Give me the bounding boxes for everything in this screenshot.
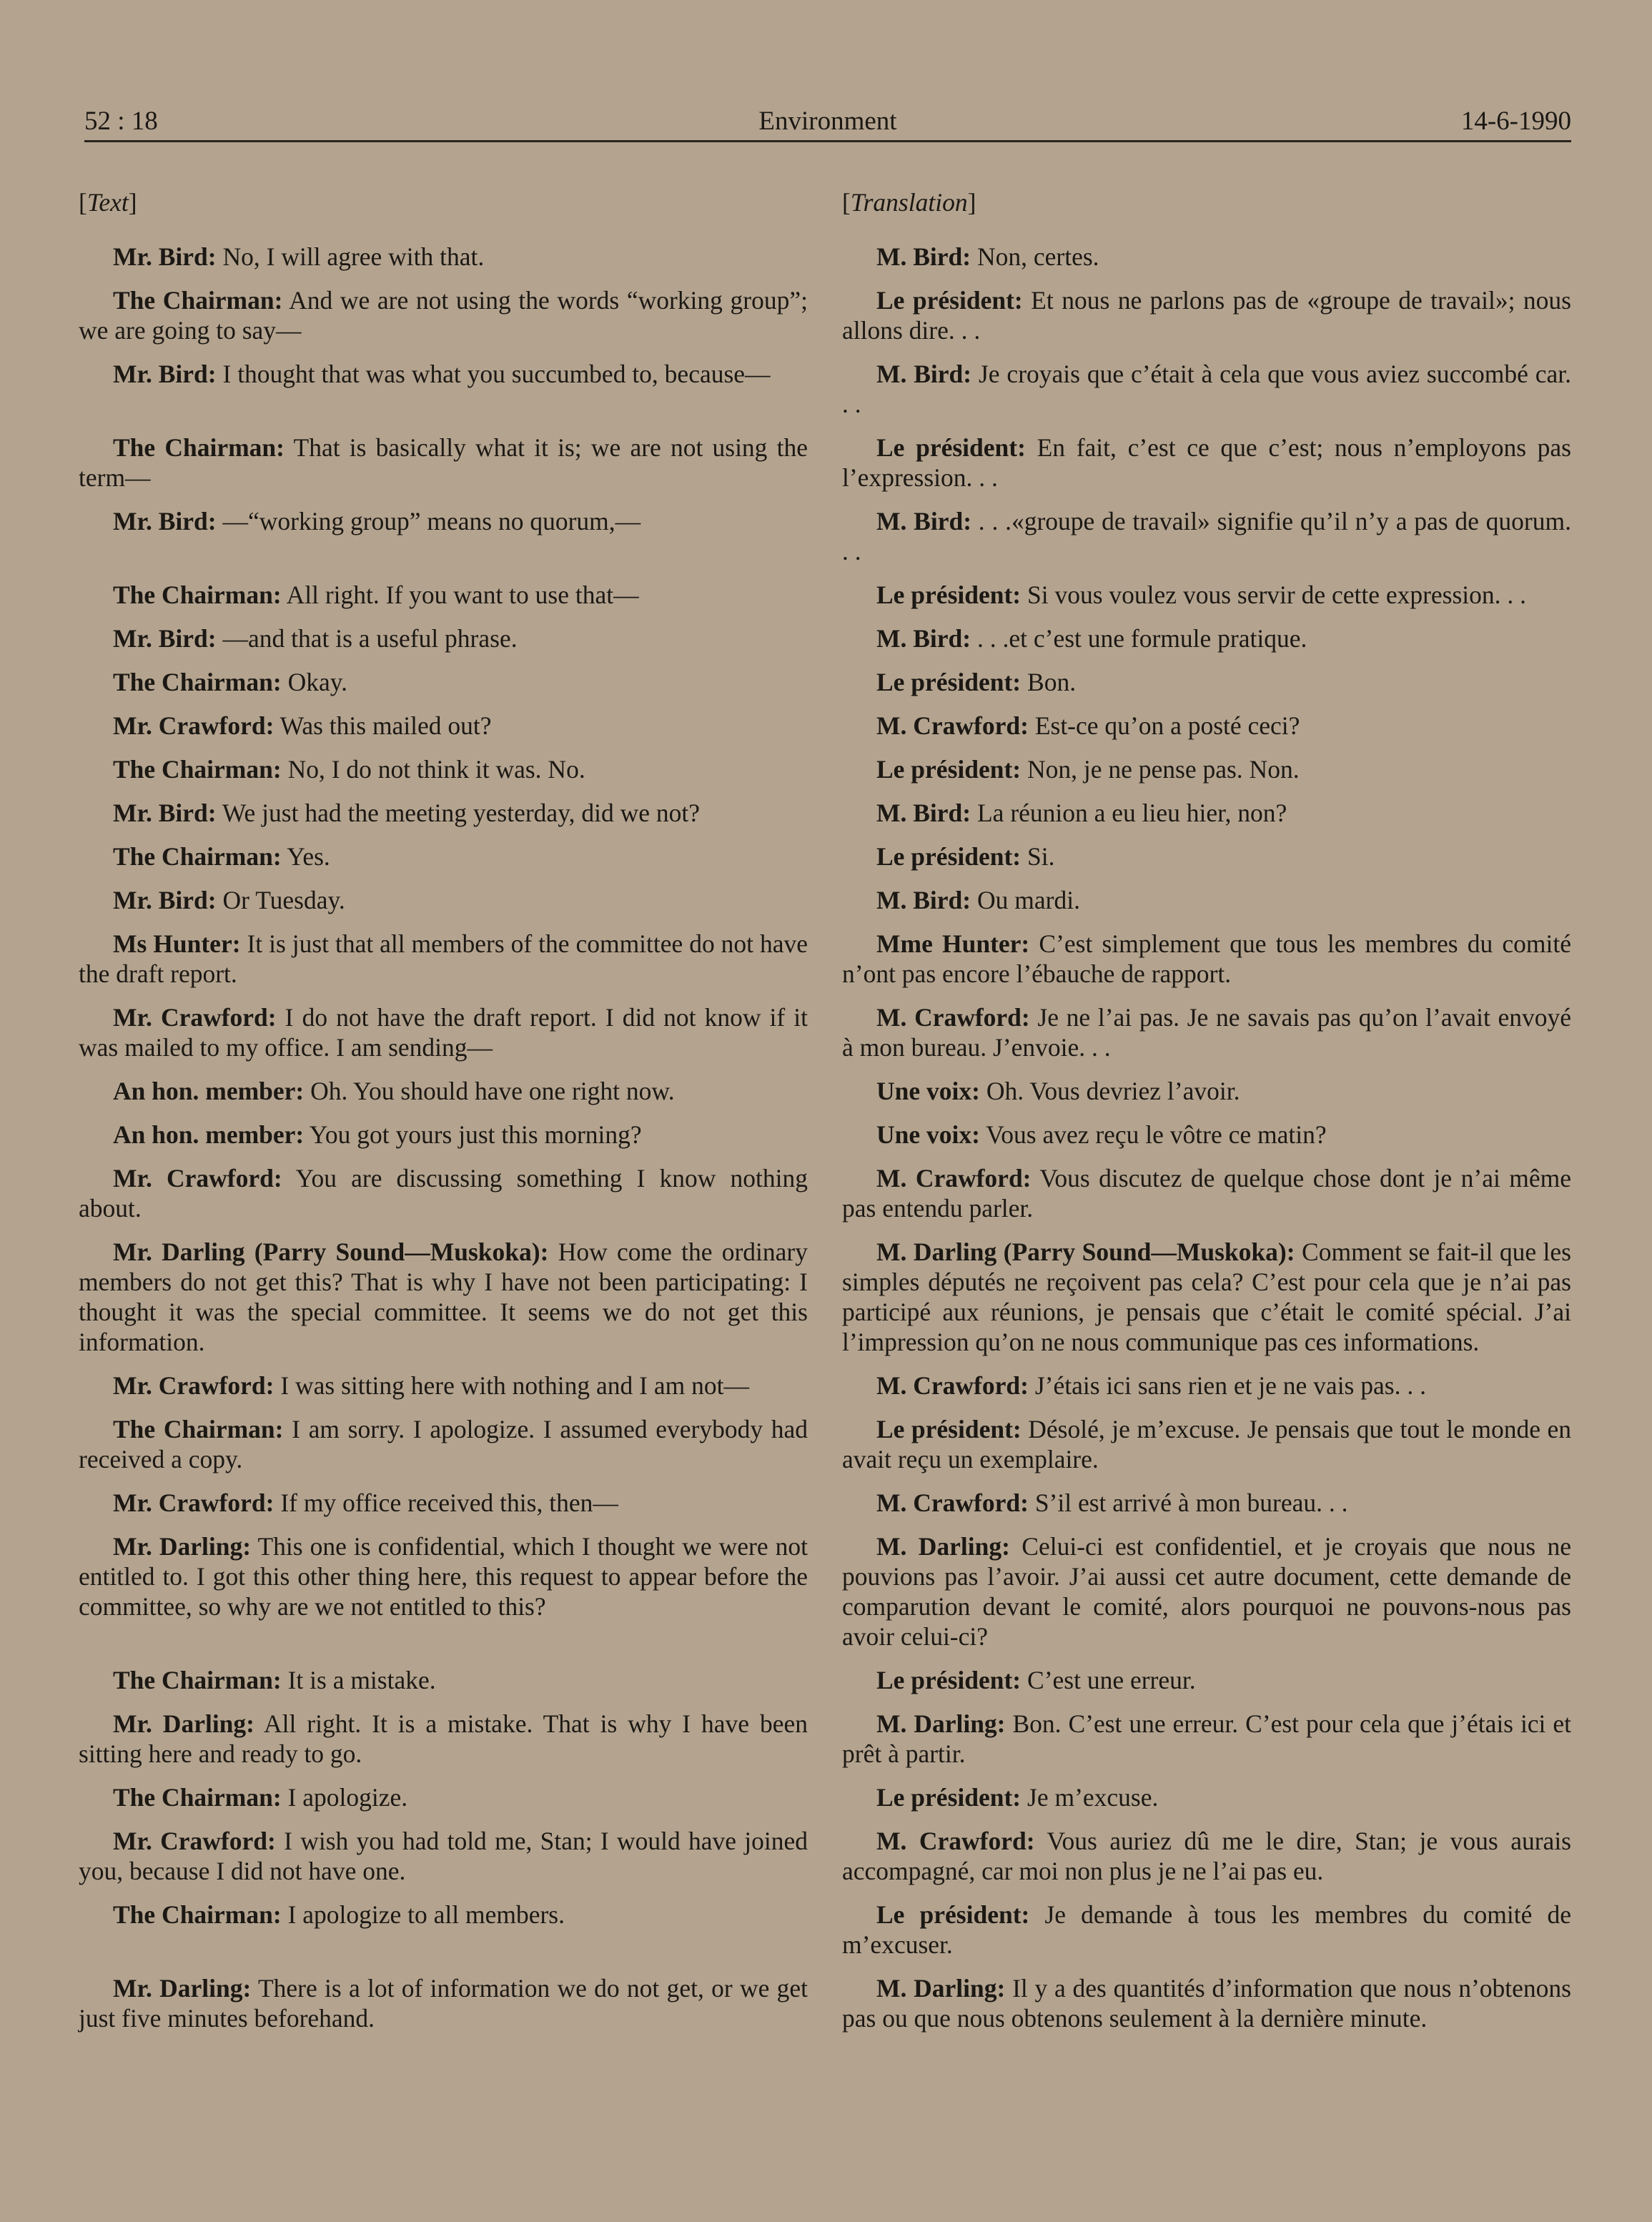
french-paragraph (842, 841, 1571, 871)
speaker-name: The Chairman: (113, 842, 282, 871)
speaker-name: Mr. Bird: (113, 360, 217, 388)
speaker-name: M. Bird: (876, 886, 971, 914)
speaker-name: M. Crawford: (876, 711, 1029, 740)
speaker-name: Le président: (876, 1415, 1022, 1443)
speaker-name: Le président: (876, 842, 1022, 871)
speech-text: I was sitting here with nothing and I am not— (274, 1371, 749, 1400)
speech-text: Bon. (1021, 668, 1077, 696)
french-paragraph (842, 1488, 1571, 1518)
speech-text: —“working group” means no quorum,— (216, 507, 641, 535)
french-paragraph (842, 1414, 1571, 1474)
english-paragraph (79, 580, 808, 610)
text-tag-label: Text (86, 188, 129, 217)
speech-text: This one is confidential, which I thought we were not entitled to. I got this other thing here, this request to appear before the committee, so why are we not entitled to this? (79, 1532, 808, 1621)
speaker-name: M. Darling: (876, 1974, 1006, 2003)
english-paragraph (79, 1120, 808, 1150)
speech-text: C’est une erreur. (1021, 1666, 1196, 1694)
speech-text: Vous discutez de quelque chose dont je n’ai même pas entendu parler. (842, 1164, 1571, 1223)
speech-text: —and that is a useful phrase. (216, 624, 518, 653)
french-paragraph (842, 798, 1571, 828)
speech-text: There is a lot of information we do not get, or we get just five minutes beforehand. (79, 1974, 808, 2033)
english-paragraph (79, 242, 808, 272)
speaker-name: Mr. Crawford: (113, 1488, 274, 1517)
page-header (84, 100, 1571, 142)
speech-text: Yes. (281, 842, 330, 871)
english-paragraph (79, 433, 808, 493)
speaker-name: The Chairman: (113, 668, 282, 696)
french-paragraph (842, 1371, 1571, 1401)
speaker-name: Ms Hunter: (113, 929, 241, 958)
speaker-name: Le président: (876, 755, 1022, 784)
speaker-name: The Chairman: (113, 1783, 282, 1812)
speaker-name: M. Bird: (876, 624, 971, 653)
translation-tag: [Translation] (842, 188, 976, 217)
speech-text: La réunion a eu lieu hier, non? (971, 799, 1287, 827)
french-column (842, 187, 1571, 2047)
speaker-name: The Chairman: (113, 1415, 284, 1443)
speaker-name: M. Darling: (876, 1532, 1010, 1561)
speaker-name: Mr. Crawford: (113, 1827, 276, 1855)
english-paragraph (79, 1002, 808, 1062)
speaker-name: M. Bird: (876, 799, 971, 827)
speaker-name: Mr. Bird: (113, 886, 217, 914)
speech-text: . . .et c’est une formule pratique. (971, 624, 1307, 653)
speaker-name: Mr. Crawford: (113, 1371, 274, 1400)
speaker-name: Mr. Darling (Parry Sound—Muskoka): (113, 1238, 549, 1266)
french-paragraph (842, 1076, 1571, 1106)
speaker-name: The Chairman: (113, 286, 283, 315)
speech-text: C’est simplement que tous les membres du comité n’ont pas encore l’ébauche de rapport. (842, 929, 1571, 988)
speaker-name: Mr. Darling: (113, 1974, 252, 2003)
english-paragraph (79, 1900, 808, 1930)
speech-text: Si vous voulez vous servir de cette expression. . . (1021, 581, 1527, 609)
speech-text: Il y a des quantités d’information que nous n’obtenons pas ou que nous obtenons seulement à la dernière minute. (842, 1974, 1571, 2033)
speech-text: Je m’excuse. (1021, 1783, 1159, 1812)
speaker-name: Le président: (876, 433, 1026, 462)
speaker-name: The Chairman: (113, 755, 282, 784)
english-paragraph (79, 711, 808, 741)
french-paragraph (842, 623, 1571, 653)
speaker-name: Mr. Crawford: (113, 1164, 282, 1193)
speech-text: Vous avez reçu le vôtre ce matin? (979, 1120, 1327, 1149)
speech-text: If my office received this, then— (274, 1488, 618, 1517)
speech-text: Non, certes. (971, 242, 1099, 271)
speaker-name: Le président: (876, 668, 1022, 696)
speech-text: Non, je ne pense pas. Non. (1021, 755, 1300, 784)
speaker-name: M. Bird: (876, 360, 972, 388)
speaker-name: Mr. Bird: (113, 799, 217, 827)
text-tag: [Text] (79, 188, 137, 217)
speaker-name: Le président: (876, 1900, 1030, 1929)
speaker-name: The Chairman: (113, 1900, 282, 1929)
speech-text: Si. (1021, 842, 1055, 871)
speaker-name: M. Bird: (876, 242, 971, 271)
speech-text: All right. It is a mistake. That is why I have been sitting here and ready to go. (79, 1709, 808, 1768)
speaker-name: Le président: (876, 1783, 1022, 1812)
english-paragraph (79, 754, 808, 784)
translation-tag-label: Translation (850, 188, 968, 217)
french-paragraph (842, 754, 1571, 784)
speaker-name: Mr. Bird: (113, 507, 217, 535)
english-paragraph (79, 1414, 808, 1474)
english-paragraph (79, 667, 808, 697)
speech-text: Je ne l’ai pas. Je ne savais pas qu’on l’avait envoyé à mon bureau. J’envoie. . . (842, 1003, 1572, 1062)
speaker-name: The Chairman: (113, 433, 285, 462)
speech-text: Comment se fait-il que les simples députés ne reçoivent pas cela? C’est pour cela que je n’ai pas participé aux réunions, je pensais que c’était le comité spécial. J’ai l’impression qu’on ne nous communique pas ces informations. (842, 1238, 1571, 1356)
speaker-name: An hon. member: (113, 1077, 305, 1105)
french-paragraph (842, 1826, 1571, 1886)
speaker-name: Mr. Crawford: (113, 1003, 277, 1032)
english-paragraph (79, 1488, 808, 1518)
speech-text: Et nous ne parlons pas de «groupe de travail»; nous allons dire. . . (842, 286, 1571, 345)
speaker-name: Le président: (876, 1666, 1022, 1694)
speech-text: You got yours just this morning? (304, 1120, 642, 1149)
english-column (79, 187, 808, 2047)
english-paragraph (79, 1237, 808, 1357)
french-paragraph (842, 359, 1571, 419)
french-paragraph (842, 506, 1571, 566)
french-paragraph (842, 1163, 1571, 1223)
speech-text: En fait, c’est ce que c’est; nous n’employons pas l’expression. . . (842, 433, 1572, 492)
speech-text: Oh. You should have one right now. (304, 1077, 675, 1105)
english-paragraph (79, 841, 808, 871)
speech-text: It is a mistake. (281, 1666, 436, 1694)
english-paragraph (79, 885, 808, 915)
speech-text: No, I do not think it was. No. (281, 755, 585, 784)
page-date: 14-6-1990 (1460, 107, 1571, 136)
speech-text: Bon. C’est une erreur. C’est pour cela que j’étais ici et prêt à partir. (842, 1709, 1571, 1768)
speech-text: It is just that all members of the committee do not have the draft report. (79, 929, 808, 988)
speech-text: Or Tuesday. (216, 886, 345, 914)
page-number: 52 : 18 (84, 107, 158, 136)
speaker-name: Une voix: (876, 1120, 980, 1149)
speech-text: No, I will agree with that. (216, 242, 485, 271)
speaker-name: The Chairman: (113, 1666, 282, 1694)
french-paragraph (842, 929, 1571, 989)
speaker-name: Mr. Crawford: (113, 711, 274, 740)
speaker-name: M. Crawford: (876, 1827, 1035, 1855)
french-paragraph (842, 1665, 1571, 1695)
speaker-name: Mr. Bird: (113, 242, 217, 271)
french-paragraph (842, 285, 1571, 345)
english-paragraph (79, 359, 808, 389)
page-title: Environment (758, 107, 897, 136)
speech-text: I am sorry. I apologize. I assumed everybody had received a copy. (79, 1415, 808, 1473)
speaker-name: M. Crawford: (876, 1371, 1029, 1400)
english-paragraph (79, 623, 808, 653)
french-paragraph (842, 1237, 1571, 1357)
speech-text: All right. If you want to use that— (281, 581, 639, 609)
french-paragraph (842, 580, 1571, 610)
french-paragraph (842, 242, 1571, 272)
speech-text: I wish you had told me, Stan; I would have joined you, because I did not have one. (79, 1827, 808, 1885)
speaker-name: Mme Hunter: (876, 929, 1030, 958)
speaker-name: An hon. member: (113, 1120, 305, 1149)
speaker-name: Le président: (876, 286, 1023, 315)
french-paragraph (842, 711, 1571, 741)
french-paragraph (842, 667, 1571, 697)
english-paragraph (79, 798, 808, 828)
speaker-name: M. Crawford: (876, 1488, 1029, 1517)
english-paragraph (79, 1371, 808, 1401)
speech-text: Je croyais que c’était à cela que vous aviez succombé car. . . (842, 360, 1571, 418)
english-paragraph (79, 929, 808, 989)
speech-text: Ou mardi. (971, 886, 1080, 914)
speech-text: And we are not using the words “working group”; we are going to say— (79, 286, 808, 345)
french-paragraph (842, 1782, 1571, 1812)
speech-text: Je demande à tous les membres du comité de m’excuser. (842, 1900, 1571, 1959)
speaker-name: M. Bird: (876, 507, 972, 535)
speaker-name: M. Darling: (876, 1709, 1006, 1738)
speech-text: J’étais ici sans rien et je ne vais pas. . . (1028, 1371, 1426, 1400)
english-paragraph (79, 1709, 808, 1769)
speech-text: We just had the meeting yesterday, did we not? (216, 799, 701, 827)
speaker-name: The Chairman: (113, 581, 282, 609)
speech-text: How come the ordinary members do not get this? That is why I have not been participating: I thought it was the special committee. It seems we do not get this information. (79, 1238, 808, 1356)
french-paragraph (842, 1120, 1571, 1150)
speech-text: I thought that was what you succumbed to, because— (216, 360, 771, 388)
english-paragraph (79, 1826, 808, 1886)
english-paragraph (79, 1076, 808, 1106)
english-paragraph (79, 285, 808, 345)
english-paragraph (79, 1782, 808, 1812)
speaker-name: Mr. Bird: (113, 624, 217, 653)
french-paragraph (842, 885, 1571, 915)
speech-text: . . .«groupe de travail» signifie qu’il n’y a pas de quorum. . . (842, 507, 1571, 566)
speaker-name: M. Crawford: (876, 1003, 1030, 1032)
speech-text: Vous auriez dû me le dire, Stan; je vous aurais accompagné, car moi non plus je ne l’ai pas eu. (842, 1827, 1571, 1885)
english-paragraph (79, 506, 808, 536)
speaker-name: Mr. Darling: (113, 1532, 252, 1561)
french-paragraph (842, 1709, 1571, 1769)
english-paragraph (79, 1973, 808, 2033)
english-paragraph (79, 1163, 808, 1223)
speech-text: Oh. Vous devriez l’avoir. (979, 1077, 1240, 1105)
french-paragraph (842, 1900, 1571, 1960)
speaker-name: Une voix: (876, 1077, 980, 1105)
speaker-name: M. Crawford: (876, 1164, 1032, 1193)
speaker-name: Mr. Darling: (113, 1709, 254, 1738)
french-paragraph (842, 433, 1571, 493)
french-paragraph (842, 1973, 1571, 2033)
french-paragraph (842, 1002, 1571, 1062)
speech-text: I do not have the draft report. I did not know if it was mailed to my office. I am sending— (79, 1003, 808, 1062)
speech-text: Celui-ci est confidentiel, et je croyais que nous ne pouvions pas l’avoir. J’ai aussi cet autre document, cette demande de comparution devant le comité, alors pourquoi ne pouvons-nous pas avoir celui-ci? (842, 1532, 1571, 1651)
speech-text: You are discussing something I know nothing about. (79, 1164, 808, 1223)
speech-text: That is basically what it is; we are not using the term— (79, 433, 808, 492)
speech-text: I apologize. (281, 1783, 408, 1812)
speech-text: Okay. (281, 668, 348, 696)
speech-text: Was this mailed out? (274, 711, 492, 740)
speech-text: Désolé, je m’excuse. Je pensais que tout le monde en avait reçu un exemplaire. (842, 1415, 1571, 1473)
english-paragraph (79, 1665, 808, 1695)
english-paragraph (79, 1531, 808, 1621)
speaker-name: Le président: (876, 581, 1022, 609)
french-paragraph (842, 1531, 1571, 1651)
speech-text: Est-ce qu’on a posté ceci? (1028, 711, 1300, 740)
speech-text: S’il est arrivé à mon bureau. . . (1028, 1488, 1348, 1517)
speech-text: I apologize to all members. (281, 1900, 565, 1929)
speaker-name: M. Darling (Parry Sound—Muskoka): (876, 1238, 1295, 1266)
